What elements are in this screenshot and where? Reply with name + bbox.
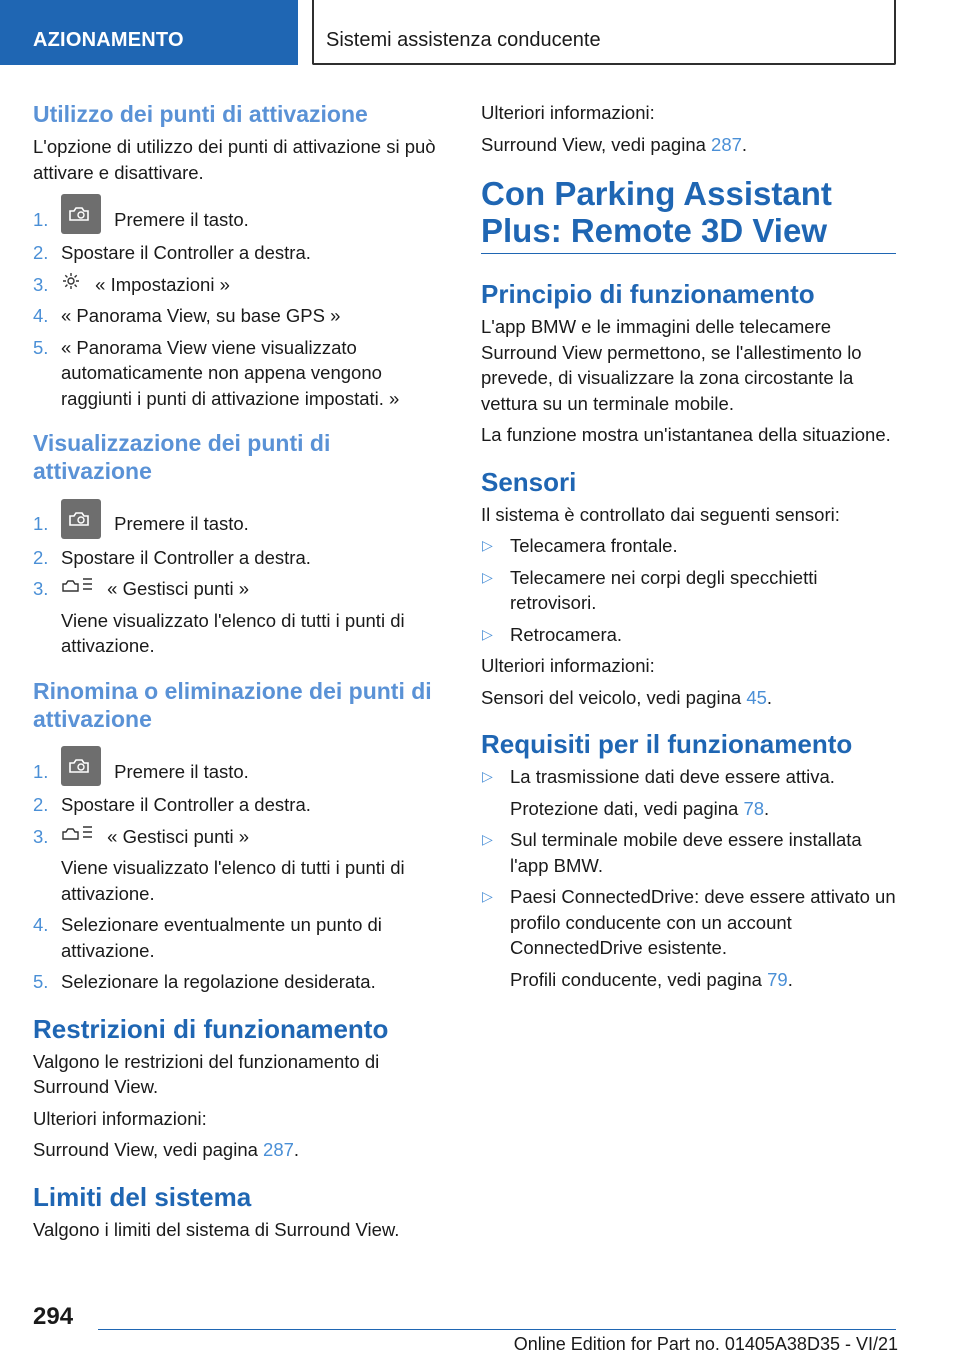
bullet-triangle-icon: ▷ <box>482 831 493 847</box>
list-item-ref <box>510 967 896 993</box>
list-item <box>33 335 448 412</box>
footer-divider <box>98 1329 896 1330</box>
ref-text: Sensori del veicolo, vedi pagina <box>481 686 742 708</box>
list-item <box>481 884 896 992</box>
step-number: 3. <box>33 578 49 600</box>
activation-intro: L'opzione di utilizzo dei punti di attivazione si può attivare e disattivare. <box>33 136 436 183</box>
main-title-line: Con Parking Assistant <box>481 175 832 212</box>
step-text: Premere il tasto. <box>114 760 249 782</box>
rename-steps <box>33 759 448 995</box>
requirements-heading: Requisiti per il funzionamento <box>481 729 853 759</box>
activation-heading: Utilizzo dei punti di attivazione <box>33 101 368 127</box>
ref-text: Profili conducente, vedi pagina <box>510 968 762 990</box>
display-steps <box>33 511 448 658</box>
step-number: 1. <box>33 760 49 782</box>
requirements-list <box>481 764 896 992</box>
sensors-heading: Sensori <box>481 466 577 497</box>
limits-text: Valgono i limiti del sistema di Surround View. <box>33 1218 400 1240</box>
page-link[interactable]: 287 <box>711 133 742 155</box>
list-item <box>33 969 448 995</box>
step-text: Premere il tasto. <box>114 513 249 535</box>
ref-end: . <box>766 686 773 708</box>
camera-button-icon <box>61 499 101 539</box>
principle-heading: Principio di funzionamento <box>481 279 815 309</box>
ref-end: . <box>741 133 748 155</box>
page-link[interactable]: 78 <box>743 797 765 819</box>
step-text: Selezionare eventualmente un punto di attivazione. <box>61 914 382 961</box>
step-number: 2. <box>33 242 49 264</box>
sensors-more: Ulteriori informazioni: <box>481 655 655 676</box>
top-ref <box>481 132 896 158</box>
page-link[interactable]: 45 <box>746 686 767 708</box>
step-number: 3. <box>33 825 49 847</box>
step-text: « Panorama View viene visualizzato automaticamente non appena vengono raggiunti i punti di attivazione impostati. » <box>61 336 400 409</box>
restrictions-ref <box>33 1137 448 1163</box>
principle-text: L'app BMW e le immagini delle telecamere Surround View permettono, se l'allestimento lo prevede, di visualizzare la zona circostante la vettura su un terminale mobile. <box>481 316 862 414</box>
list-item-ref <box>510 796 896 822</box>
limits-heading: Limiti del sistema <box>33 1181 252 1212</box>
list-item <box>33 792 448 818</box>
list-item <box>481 533 896 559</box>
step-subtext: Viene visualizzato l'elenco di tutti i punti di attivazione. <box>61 609 405 657</box>
list-item <box>33 207 448 234</box>
header-section-label: AZIONAMENTO <box>33 29 184 51</box>
main-title-line: Plus: Remote 3D View <box>481 212 828 249</box>
header-chapter-label: Sistemi assistenza conducente <box>326 29 601 51</box>
page-number: 294 <box>33 1303 74 1330</box>
header-section-tab <box>0 0 298 65</box>
sensors-list <box>481 533 896 647</box>
step-text: Spostare il Controller a destra. <box>61 794 311 816</box>
step-text: « Gestisci punti » <box>107 578 250 600</box>
list-item <box>481 565 896 616</box>
sensors-ref <box>481 685 896 711</box>
bullet-triangle-icon: ▷ <box>482 768 493 784</box>
display-heading: Visualizzazione dei punti di attivazione <box>33 430 331 485</box>
list-item-text: Sul terminale mobile deve essere installata l'app BMW. <box>510 829 862 876</box>
list-item-text: La trasmissione dati deve essere attiva. <box>510 766 835 787</box>
list-item <box>481 827 896 878</box>
list-item <box>481 622 896 648</box>
restrictions-text: Valgono le restrizioni del funzionamento di Surround View. <box>33 1050 380 1098</box>
page-link[interactable]: 287 <box>263 1139 294 1161</box>
camera-list-icon <box>61 575 93 602</box>
ref-text: Surround View, vedi pagina <box>481 133 706 155</box>
list-item-text: Telecamera frontale. <box>510 535 678 556</box>
bullet-triangle-icon: ▷ <box>482 537 493 553</box>
page-link[interactable]: 79 <box>767 968 788 990</box>
list-item <box>33 576 448 659</box>
principle-text-2: La funzione mostra un'istantanea della situazione. <box>481 424 891 445</box>
list-item <box>33 272 448 298</box>
top-more: Ulteriori informazioni: <box>481 102 655 123</box>
step-text: Premere il tasto. <box>114 209 249 230</box>
step-text: « Panorama View, su base GPS » <box>61 305 341 327</box>
step-number: 5. <box>33 336 49 358</box>
ref-end: . <box>764 797 770 819</box>
left-column <box>33 100 448 1248</box>
step-text: « Gestisci punti » <box>107 825 250 847</box>
right-column <box>481 100 896 998</box>
title-divider <box>481 253 896 254</box>
ref-text: Surround View, vedi pagina <box>33 1139 258 1161</box>
list-item <box>33 824 448 907</box>
restrictions-more: Ulteriori informazioni: <box>33 1107 207 1129</box>
list-item <box>33 759 448 786</box>
list-item <box>481 764 896 821</box>
list-item <box>33 912 448 963</box>
header-chapter-box <box>312 0 896 65</box>
step-subtext: Viene visualizzato l'elenco di tutti i punti di attivazione. <box>61 857 405 904</box>
bullet-triangle-icon: ▷ <box>482 568 493 585</box>
ref-end: . <box>787 968 793 990</box>
bullet-triangle-icon: ▷ <box>482 888 493 904</box>
list-item-text: Retrocamera. <box>510 623 623 645</box>
step-number: 2. <box>33 546 49 568</box>
step-text: « Impostazioni » <box>95 273 230 295</box>
ref-text: Protezione dati, vedi pagina <box>510 797 739 819</box>
list-item <box>33 545 448 571</box>
list-item <box>33 240 448 266</box>
step-text: Spostare il Controller a destra. <box>61 242 311 264</box>
step-number: 3. <box>33 273 49 295</box>
activation-steps <box>33 207 448 411</box>
camera-button-icon <box>61 746 101 786</box>
step-text: Selezionare la regolazione desiderata. <box>61 971 376 993</box>
step-number: 4. <box>33 305 49 327</box>
bullet-triangle-icon: ▷ <box>482 625 493 642</box>
ref-end: . <box>293 1139 300 1161</box>
gear-icon <box>61 271 81 298</box>
list-item-text: Paesi ConnectedDrive: deve essere attivato un profilo conducente con un account ConnectedDrive esistente. <box>510 886 896 958</box>
step-text: Spostare il Controller a destra. <box>61 546 311 568</box>
restrictions-heading: Restrizioni di funzionamento <box>33 1013 389 1044</box>
list-item-text: Telecamere nei corpi degli specchietti retrovisori. <box>510 566 818 613</box>
list-item <box>33 303 448 329</box>
step-number: 2. <box>33 794 49 816</box>
step-number: 4. <box>33 914 49 936</box>
footer-edition: Online Edition for Part no. 01405A38D35 - VI/21 <box>513 1334 898 1354</box>
sensors-intro: Il sistema è controllato dai seguenti sensori: <box>481 503 840 525</box>
step-number: 5. <box>33 971 49 993</box>
camera-button-icon <box>61 194 101 234</box>
rename-heading: Rinomina o eliminazione dei punti di attivazione <box>33 677 432 732</box>
list-item <box>33 511 448 538</box>
camera-list-icon <box>61 823 93 850</box>
step-number: 1. <box>33 209 49 230</box>
step-number: 1. <box>33 513 49 535</box>
main-title <box>481 175 896 249</box>
